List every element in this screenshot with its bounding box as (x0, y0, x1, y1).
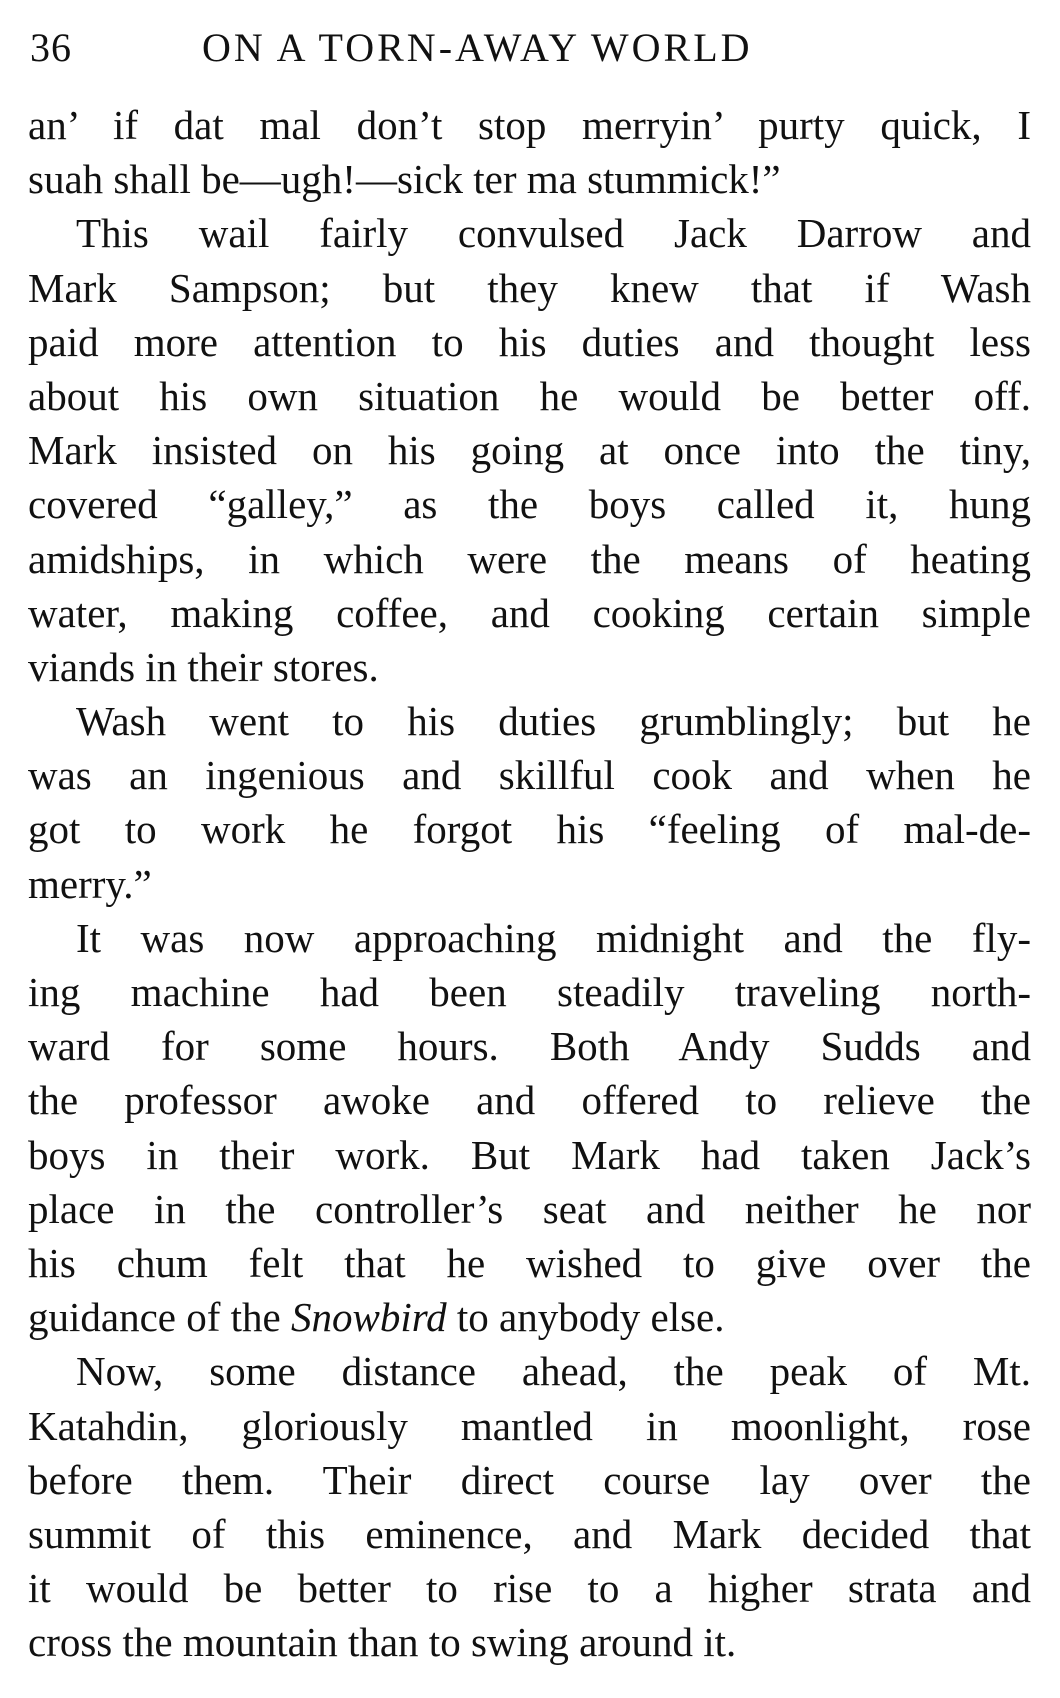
text-line: ing machine had been steadily traveling north- (28, 969, 1031, 1015)
text-line: covered “galley,” as the boys called it, hung (28, 481, 1031, 528)
text-line: water, making coffee, and cooking certain simple (28, 589, 1031, 636)
text-line: the professor awoke and offered to relieve the (28, 1077, 1031, 1124)
text-line: Katahdin, gloriously mantled in moonlight, rose (28, 1402, 1031, 1449)
running-head (30, 18, 1030, 78)
text-line: Mark Sampson; but they knew that if Wash (28, 264, 1031, 311)
text-line: viands in their stores. (28, 643, 379, 690)
text-line: it would be better to rise to a higher strata and (28, 1565, 1031, 1612)
text-line: ward for some hours. Both Andy Sudds and (28, 1023, 1031, 1070)
text-line: paid more attention to his duties and thought less (28, 318, 1031, 365)
text-run: to anybody else. (456, 1294, 725, 1341)
text-line: It was now approaching midnight and the fly- (76, 914, 1031, 961)
text-line: got to work he forgot his “feeling of mal-de- (28, 806, 1031, 853)
running-title: ON A TORN-AWAY WORLD (202, 25, 753, 70)
text-line (28, 1290, 1031, 1344)
text-line: Wash went to his duties grumblingly; but he (76, 698, 1031, 745)
text-line: Mark insisted on his going at once into the tiny, (28, 427, 1031, 474)
text-line: an’ if dat mal don’t stop merryin’ purty quick, I (28, 102, 1031, 148)
text-line: amidships, in which were the means of heating (28, 535, 1031, 582)
text-line: his chum felt that he wished to give over the (28, 1239, 1031, 1286)
ship-name: Snowbird (290, 1294, 447, 1341)
text-line: boys in their work. But Mark had taken Jack’s (28, 1131, 1031, 1178)
text-line: This wail fairly convulsed Jack Darrow and (76, 210, 1031, 257)
text-line: about his own situation he would be better off. (28, 372, 1031, 419)
page-number: 36 (30, 25, 72, 70)
text-line: was an ingenious and skillful cook and when he (28, 752, 1031, 799)
text-line: place in the controller’s seat and neither he nor (28, 1185, 1031, 1232)
text-line: before them. Their direct course lay over the (28, 1456, 1031, 1503)
text-line: cross the mountain than to swing around it. (28, 1619, 737, 1666)
text-line: Now, some distance ahead, the peak of Mt. (76, 1348, 1031, 1395)
text-run: guidance of the (28, 1294, 281, 1341)
text-line: summit of this eminence, and Mark decided that (28, 1510, 1031, 1557)
body-text (28, 98, 1031, 1669)
text-line: merry.” (28, 860, 152, 907)
text-line: suah shall be—ugh!—sick ter ma stummick!” (28, 156, 781, 203)
